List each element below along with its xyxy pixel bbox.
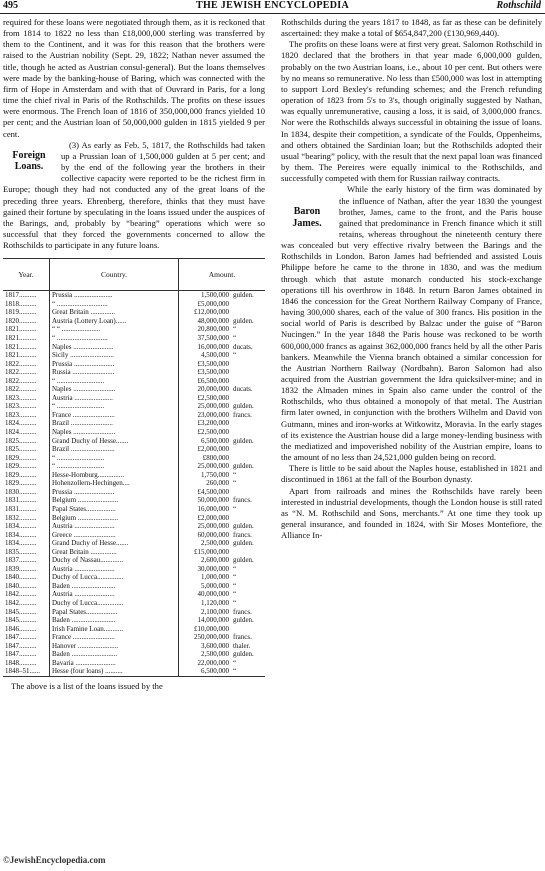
cell-amount: 2,100,000 bbox=[201, 607, 229, 616]
cell-amount: £15,000,000 bbox=[194, 547, 229, 556]
cell-amount: 25,000,000 bbox=[197, 402, 229, 411]
table-row bbox=[3, 428, 265, 437]
cell-unit bbox=[231, 445, 265, 454]
cell-amount: 20,000,000 bbox=[197, 385, 229, 394]
cell-unit: “ bbox=[233, 658, 237, 667]
cell-year: 1837.......... bbox=[3, 556, 50, 565]
cell-amount: 1,120,000 bbox=[201, 598, 229, 607]
table-row bbox=[3, 599, 265, 608]
paragraph: While the early history of the firm was dominated by the influence of Nathan, after the year 1830 the youngest brother, James, came to the front, and the Paris house gained that predominance in French finance which it still retains, whereas throughout the nineteenth century there was concealed but very effective rivalry between the Barings and the Rothschilds in London. Baron James had befriended and assisted Louis Philippe before he came to the throne in 1830, and was the medium through which that astute monarch conducted his stock-exchange operations till his overthrow in 1848. In return Baron James obtained in 1846 the concession for the Great Northern Railway Company of France, having 300,000 shares, each of the value of 300 francs. His position in the social world of Paris is described by Balzac under the guise of “Baron Nucingen.” In the year 1848 the Paris house was reckoned to be worth 600,000,000 francs as against 362,000,000 francs held by all the other Paris bankers. Meanwhile the Vienna branch obtained a similar concession for the Austrian Northern Railway (Nordbahn). Baron Salomon had also acquired from the Austrian government the Idra quicksilver-mine; and in 1832 the Almaden mines in Spain also came under the control of the Rothschilds, who thus obtained a monopoly of that metal. The Austrian firm later owned, in conjunction with the brothers Wilhelm and David von Gutmann, mines and iron-works at Witkowitz, Moravia. In the early stages of its existence the Austrian house did a large money-lending business with the mediatized and impoverished nobility of the Austrian empire, loans to the amount of no less than 24,521,000 gulden being on record. bbox=[281, 184, 542, 463]
cell-amount: 37,500,000 bbox=[197, 334, 229, 343]
cell-country: Brazil ........................ bbox=[50, 419, 179, 428]
table-row bbox=[3, 334, 265, 343]
cell-year: 1822.......... bbox=[3, 368, 50, 377]
page-header bbox=[0, 0, 545, 14]
cell-year: 1834.......... bbox=[3, 522, 50, 531]
cell-amount: £2,000,000 bbox=[197, 513, 229, 522]
table-row bbox=[3, 505, 265, 514]
table-row bbox=[3, 317, 265, 326]
table-row bbox=[3, 300, 265, 309]
cell-unit bbox=[231, 394, 265, 403]
table-row bbox=[3, 368, 265, 377]
cell-country: France ........................ bbox=[50, 633, 179, 642]
cell-unit: “ bbox=[233, 573, 237, 582]
cell-unit: “ bbox=[233, 504, 237, 513]
cell-year: 1820.......... bbox=[3, 317, 50, 326]
cell-unit bbox=[231, 360, 265, 369]
header-year: Year. bbox=[3, 259, 50, 291]
cell-country: Austria ...................... bbox=[50, 394, 179, 403]
cell-year: 1842.......... bbox=[3, 590, 50, 599]
cell-year: 1817.......... bbox=[3, 291, 50, 300]
cell-country: Duchy of Lucca............... bbox=[50, 573, 179, 582]
running-title: Rothschild bbox=[496, 0, 541, 11]
cell-country: Naples ........................ bbox=[50, 385, 179, 394]
cell-year: 1819.......... bbox=[3, 308, 50, 317]
cell-amount: 16,000,000 bbox=[197, 342, 229, 351]
cell-unit: gulden. bbox=[233, 522, 254, 531]
cell-amount: £12,000,000 bbox=[194, 308, 229, 317]
cell-country: “ ........................... bbox=[50, 454, 179, 463]
side-heading-baron-james bbox=[281, 206, 333, 229]
cell-country: Austria (Lottery Loan)...... bbox=[50, 317, 179, 326]
cell-amount: 20,800,000 bbox=[197, 325, 229, 334]
table-row bbox=[3, 642, 265, 651]
header-amount: Amount. bbox=[179, 259, 266, 291]
table-row bbox=[3, 556, 265, 565]
cell-country: Papal States................. bbox=[50, 505, 179, 514]
cell-amount: 3,600,000 bbox=[201, 641, 229, 650]
cell-year: 1835.......... bbox=[3, 548, 50, 557]
cell-unit bbox=[231, 308, 265, 317]
cell-country: “ ........................... bbox=[50, 377, 179, 386]
table-row bbox=[3, 402, 265, 411]
cell-unit: gulden. bbox=[233, 650, 254, 659]
cell-year: 1847.......... bbox=[3, 633, 50, 642]
cell-amount: 25,000,000 bbox=[197, 522, 229, 531]
table-row bbox=[3, 496, 265, 505]
cell-amount: £3,500,000 bbox=[197, 368, 229, 377]
cell-year: 1821.......... bbox=[3, 334, 50, 343]
table-row bbox=[3, 488, 265, 497]
table-row bbox=[3, 291, 265, 300]
table-row bbox=[3, 548, 265, 557]
cell-unit: gulden. bbox=[233, 402, 254, 411]
cell-unit: “ bbox=[233, 564, 237, 573]
cell-country: Belgium ....................... bbox=[50, 514, 179, 523]
table-row bbox=[3, 625, 265, 634]
cell-year: 1831.......... bbox=[3, 496, 50, 505]
table-row bbox=[3, 582, 265, 591]
right-column bbox=[281, 17, 542, 541]
cell-amount: 1,000,000 bbox=[201, 573, 229, 582]
header-country: Country. bbox=[50, 259, 179, 291]
table-row bbox=[3, 565, 265, 574]
cell-amount: 48,000,000 bbox=[197, 316, 229, 325]
cell-country: Prussia ....................... bbox=[50, 488, 179, 497]
cell-unit: “ bbox=[233, 581, 237, 590]
side-heading-line: James. bbox=[292, 217, 322, 229]
side-heading-line: Baron bbox=[293, 206, 321, 218]
table-row bbox=[3, 462, 265, 471]
table-row bbox=[3, 608, 265, 617]
table-header-row bbox=[3, 259, 265, 291]
cell-amount: 5,000,000 bbox=[201, 581, 229, 590]
table-row bbox=[3, 454, 265, 463]
cell-amount: 16,000,000 bbox=[197, 504, 229, 513]
cell-year: 1829.......... bbox=[3, 462, 50, 471]
cell-amount: 2,600,000 bbox=[201, 556, 229, 565]
cell-unit: “ bbox=[233, 470, 237, 479]
cell-year: 1824.......... bbox=[3, 428, 50, 437]
cell-country: Greece ........................ bbox=[50, 531, 179, 540]
cell-country: Papal States.................. bbox=[50, 608, 179, 617]
copyright-footer[interactable]: ©JewishEncyclopedia.com bbox=[3, 855, 106, 865]
cell-country: Baden ......................... bbox=[50, 616, 179, 625]
cell-year: 1823.......... bbox=[3, 402, 50, 411]
cell-country: Brazil ......................... bbox=[50, 445, 179, 454]
table-row bbox=[3, 573, 265, 582]
cell-country: Austria ....................... bbox=[50, 565, 179, 574]
cell-amount: 4,500,000 bbox=[201, 351, 229, 360]
cell-country: Austria ....................... bbox=[50, 590, 179, 599]
table-row bbox=[3, 351, 265, 360]
cell-amount: £4,500,000 bbox=[197, 487, 229, 496]
table-row bbox=[3, 419, 265, 428]
cell-year: 1842.......... bbox=[3, 599, 50, 608]
cell-unit: gulden. bbox=[233, 316, 254, 325]
page-number: 495 bbox=[3, 0, 18, 11]
cell-year: 1829.......... bbox=[3, 471, 50, 480]
cell-year: 1847.......... bbox=[3, 642, 50, 651]
paragraph: Rothschilds during the years 1817 to 1848, as far as these can be definitely ascertained: they make a total of $654,847,200 (£130,969,440). bbox=[281, 17, 542, 39]
cell-year: 1824.......... bbox=[3, 419, 50, 428]
cell-amount: £3,500,000 bbox=[197, 359, 229, 368]
cell-amount: 1,750,000 bbox=[201, 470, 229, 479]
table-row bbox=[3, 659, 265, 668]
cell-amount: 22,000,000 bbox=[197, 658, 229, 667]
cell-unit: “ bbox=[233, 325, 237, 334]
cell-year: 1840.......... bbox=[3, 582, 50, 591]
cell-country: “ ........................... bbox=[50, 462, 179, 471]
table-row bbox=[3, 394, 265, 403]
cell-year: 1825.......... bbox=[3, 445, 50, 454]
cell-country: Great Britain ............... bbox=[50, 548, 179, 557]
cell-year: 1839.......... bbox=[3, 565, 50, 574]
table-row bbox=[3, 650, 265, 659]
table-row bbox=[3, 479, 265, 488]
cell-year: 1821.......... bbox=[3, 343, 50, 352]
cell-amount: 260,000 bbox=[206, 479, 229, 488]
cell-amount: 60,000,000 bbox=[197, 530, 229, 539]
cell-country: Hesse-Homburg............... bbox=[50, 471, 179, 480]
cell-country: “ ........................... bbox=[50, 402, 179, 411]
cell-year: 1818.......... bbox=[3, 300, 50, 309]
cell-amount: 6,500,000 bbox=[201, 667, 229, 676]
cell-amount: 6,500,000 bbox=[201, 436, 229, 445]
table-row bbox=[3, 343, 265, 352]
cell-year: 1822.......... bbox=[3, 385, 50, 394]
table-row bbox=[3, 360, 265, 369]
table-body bbox=[3, 291, 265, 677]
table-row bbox=[3, 616, 265, 625]
cell-unit bbox=[231, 514, 265, 523]
cell-year: 1846.......... bbox=[3, 625, 50, 634]
cell-country: Duchy of Lucca............... bbox=[50, 599, 179, 608]
cell-year: 1845.......... bbox=[3, 616, 50, 625]
cell-year: 1823.......... bbox=[3, 411, 50, 420]
cell-amount: 30,000,000 bbox=[197, 564, 229, 573]
paragraph: required for these loans were negotiated through them, as it is reckoned that from 1814 to 1822 no less than £18,000,000 sterling was transferred by them to the Continent, and it was for this reason that the brothers were raised to the Austrian nobility (Sept. 29, 1822; Nathan never assumed the title, though he acted as Austrian consul-general). But the loans themselves were made by the banking-house of Baring, which was connected with the firm of Hope in Amsterdam and with that of Ouvrard in Paris, for a long time the chief rival in Paris of the Rothschilds. The profits on these issues were enormous. The French loan of 1816 of 350,000,000 francs yielded 10 per cent; and the Austrian loan of 50,000,000 gulden in 1815 yielded 9 per cent. bbox=[3, 17, 265, 139]
cell-amount: £6,500,000 bbox=[197, 376, 229, 385]
cell-unit bbox=[231, 368, 265, 377]
table-row bbox=[3, 471, 265, 480]
cell-unit: gulden. bbox=[233, 291, 254, 300]
cell-unit: “ bbox=[233, 667, 237, 676]
table-row bbox=[3, 377, 265, 386]
cell-unit: francs. bbox=[233, 530, 252, 539]
cell-year: 1834.......... bbox=[3, 539, 50, 548]
cell-country: Grand Duchy of Hesse....... bbox=[50, 539, 179, 548]
encyclopedia-title: THE JEWISH ENCYCLOPEDIA bbox=[195, 0, 350, 11]
cell-year: 1829.......... bbox=[3, 479, 50, 488]
cell-amount: £2,500,000 bbox=[197, 393, 229, 402]
cell-year: 1830.......... bbox=[3, 488, 50, 497]
cell-unit bbox=[231, 419, 265, 428]
cell-unit: gulden. bbox=[233, 616, 254, 625]
cell-unit bbox=[231, 548, 265, 557]
cell-unit: francs. bbox=[233, 633, 252, 642]
cell-year: 1829.......... bbox=[3, 454, 50, 463]
cell-country: Hohenzollern-Hechingen.... bbox=[50, 479, 179, 488]
cell-unit bbox=[231, 377, 265, 386]
cell-country: Hesse (four loans) .......... bbox=[50, 667, 179, 676]
cell-country: Hanover ....................... bbox=[50, 642, 179, 651]
cell-unit bbox=[231, 488, 265, 497]
cell-country: Great Britain .............. bbox=[50, 308, 179, 317]
table-row bbox=[3, 633, 265, 642]
cell-country: Naples ....................... bbox=[50, 343, 179, 352]
cell-unit: ducats. bbox=[233, 342, 253, 351]
table-row bbox=[3, 325, 265, 334]
cell-unit bbox=[231, 300, 265, 309]
cell-country: Irish Famine Loan........... bbox=[50, 625, 179, 634]
paragraph: The above is a list of the loans issued by the bbox=[11, 680, 163, 691]
cell-amount: 2,500,000 bbox=[201, 650, 229, 659]
cell-amount: 50,000,000 bbox=[197, 496, 229, 505]
cell-country: Austria ....................... bbox=[50, 522, 179, 531]
table-row bbox=[3, 539, 265, 548]
cell-country: France ........................ bbox=[50, 411, 179, 420]
cell-country: “ ............................. bbox=[50, 334, 179, 343]
paragraph: There is little to be said about the Naples house, established in 1821 and discontinued in 1861 at the fall of the Bourbon dynasty. bbox=[281, 463, 542, 485]
cell-amount: 23,000,000 bbox=[197, 410, 229, 419]
table-row bbox=[3, 531, 265, 540]
cell-unit: “ bbox=[233, 334, 237, 343]
cell-amount: 40,000,000 bbox=[197, 590, 229, 599]
cell-unit: “ bbox=[233, 479, 237, 488]
cell-year: 1845.......... bbox=[3, 608, 50, 617]
side-heading-line: Foreign bbox=[12, 149, 46, 161]
cell-amount: £5,000,000 bbox=[197, 299, 229, 308]
cell-country: Prussia ....................... bbox=[50, 360, 179, 369]
cell-year: 1834.......... bbox=[3, 531, 50, 540]
cell-year: 1848–51...... bbox=[3, 667, 50, 676]
cell-country: Sicily ......................... bbox=[50, 351, 179, 360]
cell-unit: francs. bbox=[233, 410, 252, 419]
table-row bbox=[3, 522, 265, 531]
cell-country: Naples ........................ bbox=[50, 428, 179, 437]
cell-unit: ducats. bbox=[233, 385, 253, 394]
cell-year: 1823.......... bbox=[3, 394, 50, 403]
loans-table bbox=[3, 258, 265, 677]
cell-unit: thaler. bbox=[233, 641, 251, 650]
cell-unit: gulden. bbox=[233, 462, 254, 471]
table-row bbox=[3, 385, 265, 394]
cell-year: 1848.......... bbox=[3, 659, 50, 668]
cell-unit: gulden. bbox=[233, 436, 254, 445]
paragraph: The profits on these loans were at first very great. Salomon Rothschild in 1820 declared that the brothers in that year made 6,000,000 gulden, probably on the two Austrian loans, i.e., about 10 per cent. But others were by no means so remunerative. No less than £500,000 was lost in attempting to support Lord Bexley's refunding schemes; and the French refunding operation of 1823 from 5's to 3's, though originally suggested by Nathan, was equally unremunerative, causing a loss, it is said, of 3,000,000 francs. Nor were the Rothschilds always successful in obtaining the issue of loans. In 1834, despite their competition, a syndicate of the Foulds, Oppenheims, and others obtained the Sardinian loan; but the Rothschilds adopted their usual “bearing” policy, with the result that the next papal loan was financed by them. The Pereires were equally inimical to the Rothschilds, and successfully competed with them for Russian railway contracts. bbox=[281, 39, 542, 184]
cell-amount: £10,000,000 bbox=[194, 624, 229, 633]
cell-year: 1822.......... bbox=[3, 360, 50, 369]
side-heading-foreign-loans bbox=[3, 150, 55, 173]
cell-amount: 1,500,000 bbox=[201, 291, 229, 300]
paragraph: (3) As early as Feb. 5, 1817, the Rothschilds had taken up a Prussian loan of 1,500,000 gulden at 5 per cent; and by the end of the following year the brothers in their collective capacity were reported to be the richest firm in Europe; though they had not conducted any of the great loans of the preceding three years. Ehrenberg, therefore, thinks that they must have gained their fortune by speculating in the loans issued under the auspices of the Barings, and, probably by “bearing” operations which were so successful that they forced the governments concerned to allow the Rothschilds to participate in any future loans. bbox=[3, 139, 265, 251]
cell-amount: £2,500,000 bbox=[197, 428, 229, 437]
table-row bbox=[3, 667, 265, 676]
cell-unit: “ bbox=[233, 351, 237, 360]
cell-country: Prussia ...................... bbox=[50, 291, 179, 300]
paragraph: Apart from railroads and mines the Rothschilds have rarely been interested in industrial developments, though the London house is still rated as “N. M. Rothschild and Sons, merchants.” At one time they took up general insurance, and founded in 1824, with Sir Moses Montefiore, the Alliance In- bbox=[281, 485, 542, 541]
cell-unit bbox=[231, 428, 265, 437]
cell-country: Baden .......................... bbox=[50, 650, 179, 659]
cell-country: Russia ........................ bbox=[50, 368, 179, 377]
cell-amount: 25,000,000 bbox=[197, 462, 229, 471]
cell-country: Bavaria ....................... bbox=[50, 659, 179, 668]
cell-year: 1847.......... bbox=[3, 650, 50, 659]
cell-country: “ ............................. bbox=[50, 300, 179, 309]
cell-amount: 250,000,000 bbox=[194, 633, 229, 642]
cell-country: Belgium ....................... bbox=[50, 496, 179, 505]
cell-year: 1831.......... bbox=[3, 505, 50, 514]
cell-unit bbox=[231, 625, 265, 634]
cell-year: 1840.......... bbox=[3, 573, 50, 582]
cell-unit: gulden. bbox=[233, 556, 254, 565]
cell-amount: £800,000 bbox=[202, 453, 229, 462]
cell-country: “ “ ...................... bbox=[50, 325, 179, 334]
left-column bbox=[3, 17, 265, 692]
side-heading-line: Loans. bbox=[14, 161, 44, 173]
table-row bbox=[3, 411, 265, 420]
cell-year: 1821.......... bbox=[3, 325, 50, 334]
cell-unit: francs. bbox=[233, 607, 252, 616]
table-row bbox=[3, 437, 265, 446]
cell-year: 1832.......... bbox=[3, 514, 50, 523]
cell-year: 1822.......... bbox=[3, 377, 50, 386]
table-row bbox=[3, 590, 265, 599]
cell-unit: gulden. bbox=[233, 539, 254, 548]
cell-unit bbox=[231, 454, 265, 463]
table-row bbox=[3, 308, 265, 317]
cell-year: 1825.......... bbox=[3, 437, 50, 446]
cell-amount: £2,000,000 bbox=[197, 445, 229, 454]
cell-unit: “ bbox=[233, 590, 237, 599]
cell-unit: francs. bbox=[233, 496, 252, 505]
table-row bbox=[3, 445, 265, 454]
cell-amount: 2,500,000 bbox=[201, 539, 229, 548]
cell-amount: £3,200,000 bbox=[197, 419, 229, 428]
cell-year: 1821.......... bbox=[3, 351, 50, 360]
cell-country: Baden ......................... bbox=[50, 582, 179, 591]
cell-amount: 14,000,000 bbox=[197, 616, 229, 625]
cell-country: Grand Duchy of Hesse....... bbox=[50, 437, 179, 446]
cell-unit: “ bbox=[233, 598, 237, 607]
table-row bbox=[3, 514, 265, 523]
cell-country: Duchy of Nassau............. bbox=[50, 556, 179, 565]
